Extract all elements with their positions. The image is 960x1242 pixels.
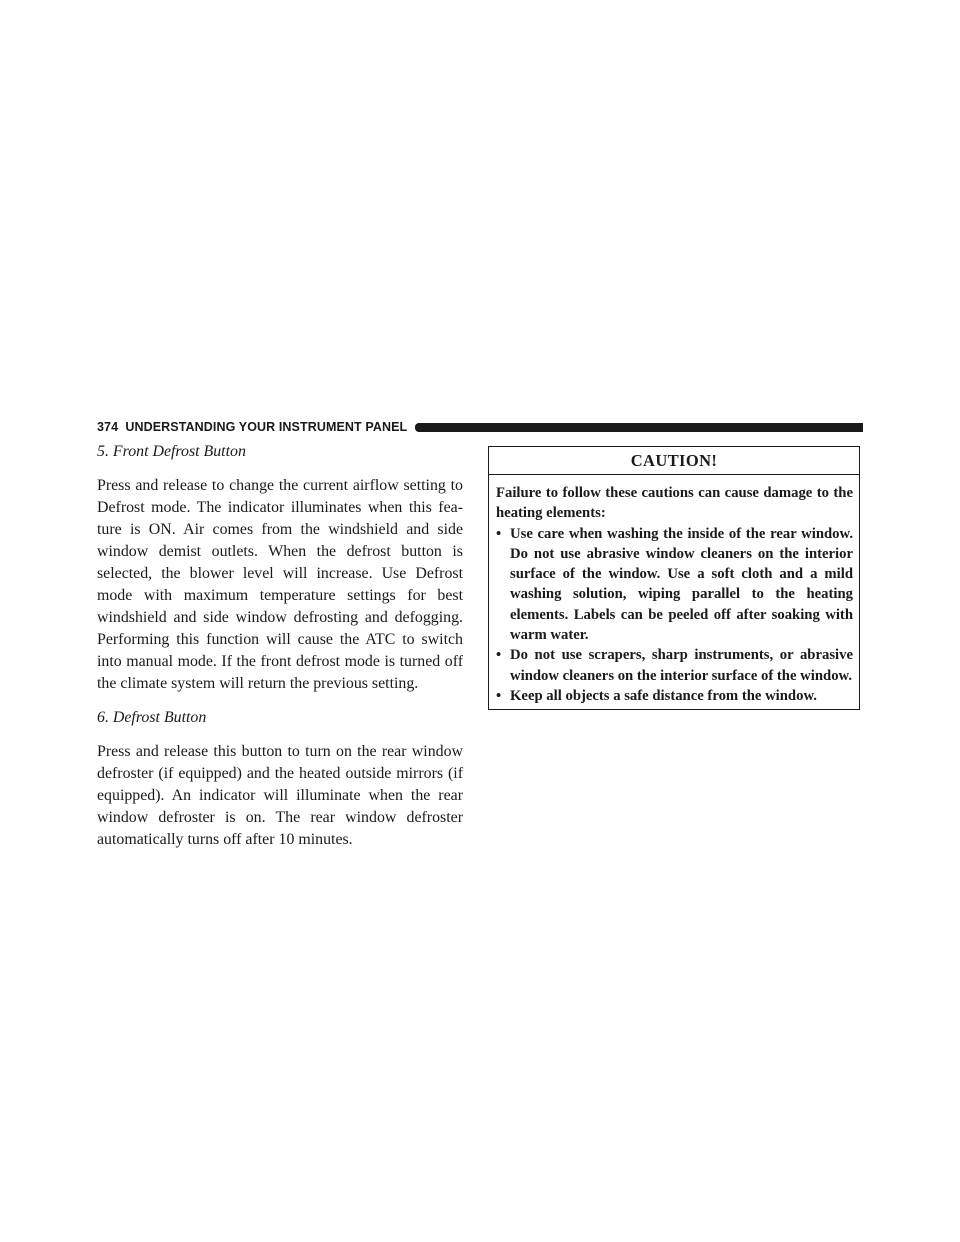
- caution-item: [496, 686, 853, 706]
- main-text-column: [97, 441, 463, 863]
- bullet-icon: •: [496, 525, 502, 542]
- caution-body: [489, 475, 859, 706]
- section-body-front-defrost: Press and release to change the current airflow setting to Defrost mode. The indicator illuminates when this feature is ON. Air comes from the windshield and side window demist outlets. When the defrost button is selected, the blower level will increase. Use Defrost mode with maximum temperature settings for best windshield and side window defrosting and defogging. Performing this function will cause the ATC to switch into manual mode. If the front defrost mode is turned off the climate system will return the previous setting.: [97, 477, 463, 692]
- bullet-icon: •: [496, 687, 502, 704]
- page-number: 374: [97, 420, 119, 434]
- caution-intro: Failure to follow these cautions can cause damage to the heating elements:: [496, 485, 853, 522]
- caution-item: [496, 645, 853, 686]
- section-title: UNDERSTANDING YOUR INSTRUMENT PANEL: [125, 420, 408, 434]
- caution-item-text: Use care when washing the inside of the rear window. Do not use abrasive window cleaners on the interior surface of the window. Use a soft cloth and a mild washing solution, wiping parallel to the heating elements. Labels can be peeled off after soaking with warm water.: [510, 525, 853, 644]
- header-rule: [415, 423, 863, 432]
- section-heading-defrost: 6. Defrost Button: [97, 709, 207, 726]
- bullet-icon: •: [496, 647, 502, 664]
- caution-title: CAUTION!: [489, 447, 859, 475]
- caution-list: [496, 524, 853, 707]
- caution-box: [488, 446, 860, 710]
- page-header: [97, 419, 863, 435]
- section-body-defrost: Press and release this button to turn on the rear window defroster (if equipped) and the heated outside mirrors (if equipped). An indicator will illuminate when the rear window defroster is on. The rear window defroster automatically turns off after 10 minutes.: [97, 743, 463, 848]
- caution-item-text: Keep all objects a safe distance from the window.: [510, 687, 817, 704]
- section-heading-front-defrost: 5. Front Defrost Button: [97, 443, 246, 460]
- caution-item-text: Do not use scrapers, sharp instruments, or abrasive window cleaners on the interior surface of the window.: [510, 647, 853, 684]
- caution-item: [496, 524, 853, 646]
- page-header-label: [97, 420, 415, 434]
